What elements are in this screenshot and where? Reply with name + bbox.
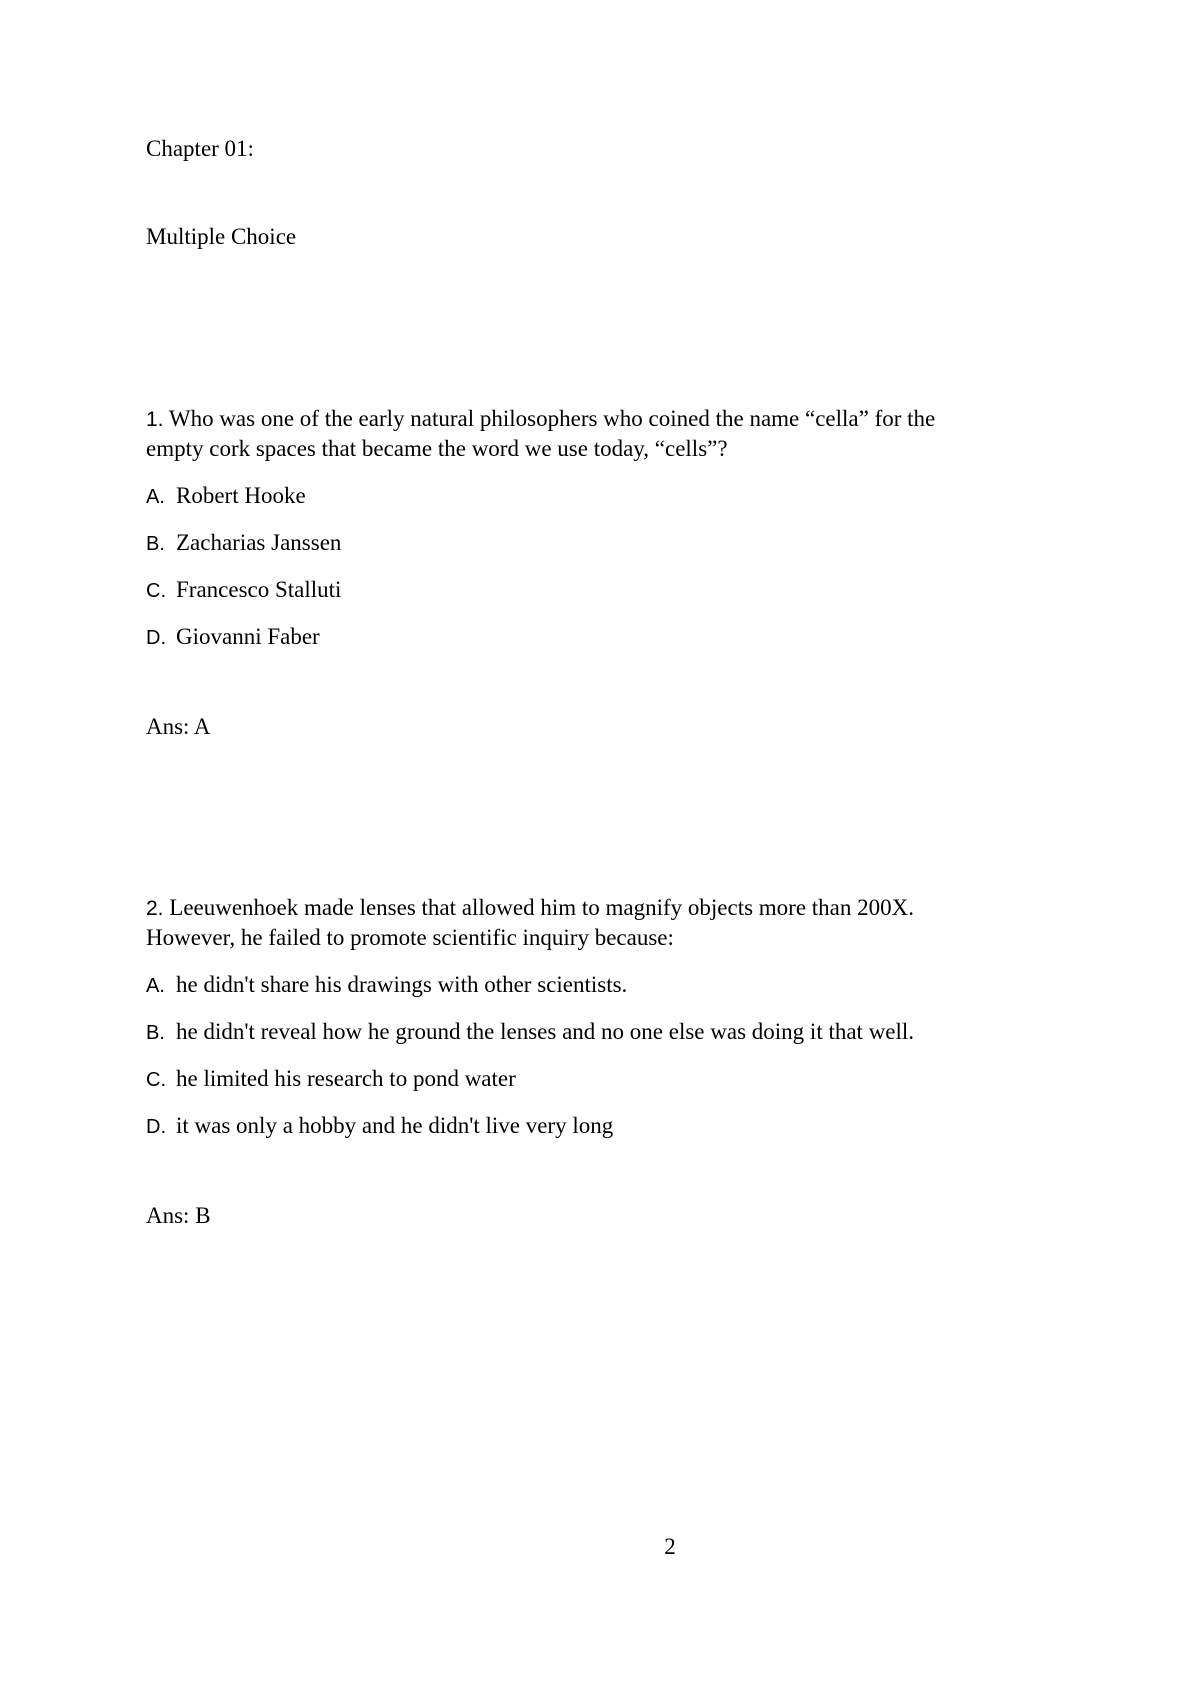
option-letter: C. [146,1069,166,1091]
question-2-number: 2. [146,897,164,920]
question-2-stem-line-2: However, he failed to promote scientific inquiry because: [146,925,674,950]
option-letter: A. [146,975,165,997]
question-2-answer: Ans: B [146,1203,211,1228]
option-text: it was only a hobby and he didn't live very long [176,1113,614,1138]
option-letter: B. [146,1022,165,1044]
question-1-option-c [146,575,341,606]
option-text: he didn't reveal how he ground the lenses and no one else was doing it that well. [176,1019,915,1044]
question-1-number: 1. [146,408,164,431]
page-number: 2 [664,1534,676,1559]
option-letter: B. [146,533,165,555]
option-letter: D. [146,1116,166,1138]
question-1-option-b [146,528,341,559]
option-letter: D. [146,627,166,649]
question-1-stem-line-2: empty cork spaces that became the word we use today, “cells”? [146,436,728,461]
section-heading: Multiple Choice [146,224,297,249]
question-2-option-b [146,1017,914,1048]
question-2-option-d [146,1111,613,1142]
option-text: he didn't share his drawings with other scientists. [176,972,628,997]
option-text: Robert Hooke [176,483,306,508]
question-1-stem-text-1: Who was one of the early natural philosophers who coined the name “cella” for the [168,406,936,431]
question-1-stem-line-1 [146,404,935,435]
option-text: Zacharias Janssen [176,530,342,555]
question-1-option-d [146,622,320,653]
question-1-option-a [146,481,306,512]
option-text: he limited his research to pond water [176,1066,516,1091]
option-text: Francesco Stalluti [176,577,342,602]
chapter-heading: Chapter 01: [146,136,254,161]
option-letter: A. [146,486,165,508]
option-letter: C. [146,580,166,602]
question-2-stem-text-1: Leeuwenhoek made lenses that allowed him to magnify objects more than 200X. [169,895,915,920]
question-2-option-a [146,970,627,1001]
question-1-answer: Ans: A [146,714,211,739]
question-2-stem-line-1 [146,893,914,924]
option-text: Giovanni Faber [176,624,320,649]
question-2-option-c [146,1064,516,1095]
